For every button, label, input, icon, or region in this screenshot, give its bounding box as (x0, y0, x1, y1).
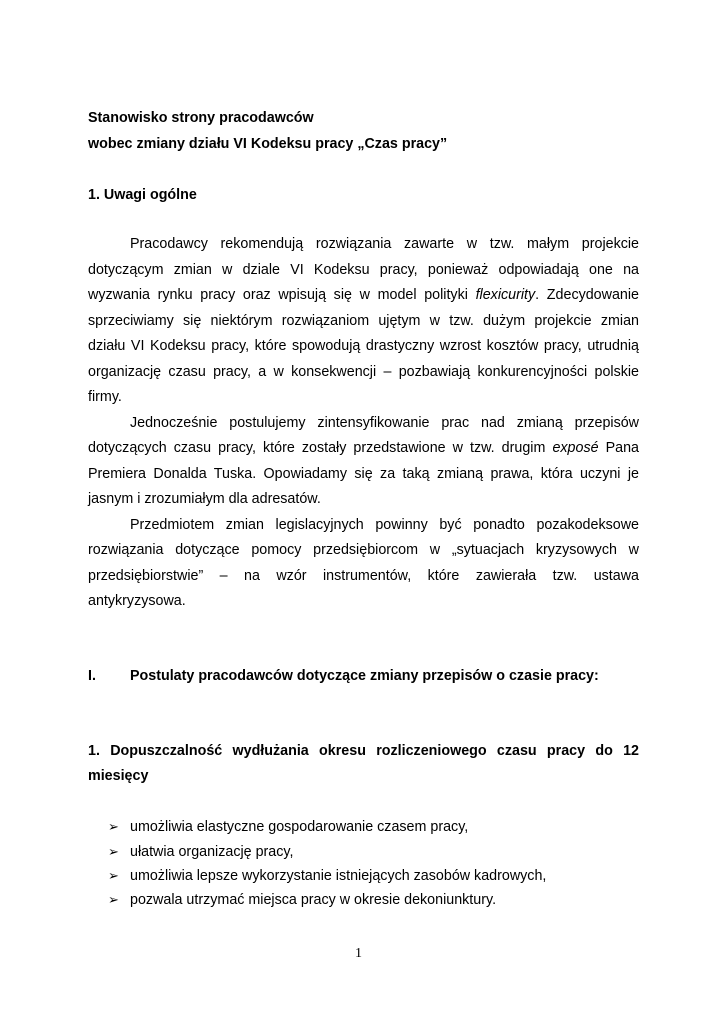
paragraph-2-line-1: Jednocześnie postulujemy zintensyfikowanie prac nad zmianą przepisów (130, 415, 639, 431)
arrow-bullet-icon: ➢ (108, 845, 119, 860)
section-roman-heading: Postulaty pracodawców dotyczące zmiany przepisów o czasie pracy: (130, 668, 599, 684)
paragraph-1-line-4: sprzeciwiamy się niektórym rozwiązaniom ujętym w tzw. dużym projekcie zmian (88, 313, 639, 329)
arrow-bullet-icon: ➢ (108, 893, 119, 908)
section-roman-number: I. (88, 668, 96, 684)
paragraph-2-line-4: jasnym i zrozumiałym dla adresatów. (88, 491, 321, 507)
paragraph-3-line-4: antykryzysowa. (88, 593, 186, 609)
paragraph-3-line-2: rozwiązania dotyczące pomocy przedsiębiorcom w „sytuacjach kryzysowych w (88, 542, 639, 558)
paragraph-1-line-7: firmy. (88, 389, 122, 405)
page-number: 1 (355, 946, 362, 961)
subsection-heading-line-1: 1. Dopuszczalność wydłużania okresu rozliczeniowego czasu pracy do 12 (88, 743, 639, 759)
bullet-item: umożliwia elastyczne gospodarowanie czasem pracy, (130, 819, 469, 835)
paragraph-2-line-3: Premiera Donalda Tuska. Opowiadamy się za taką zmianą prawa, która uczyni je (88, 466, 639, 482)
paragraph-1-line-2: dotyczącym zmian w dziale VI Kodeksu pracy, ponieważ odpowiadają one na (88, 262, 639, 278)
paragraph-2-line-2-text-a: dotyczących czasu pracy, które zostały przedstawione w tzw. drugim (88, 440, 553, 456)
bullet-item: umożliwia lepsze wykorzystanie istniejących zasobów kadrowych, (130, 868, 547, 884)
document-title-line-2: wobec zmiany działu VI Kodeksu pracy „Czas pracy” (88, 136, 448, 152)
paragraph-1-line-3-text-a: wyzwania rynku pracy oraz wpisują się w model polityki (88, 287, 476, 303)
paragraph-1-line-6: organizację czasu pracy, a w konsekwencji – pozbawiają konkurencyjności polskie (88, 364, 639, 380)
document-title-line-1: Stanowisko strony pracodawców (88, 110, 314, 126)
subsection-heading-line-2: miesięcy (88, 768, 149, 784)
paragraph-2-line-2-text-b: Pana (598, 440, 639, 456)
arrow-bullet-icon: ➢ (108, 869, 119, 884)
arrow-bullet-icon: ➢ (108, 820, 119, 835)
flexicurity-term: flexicurity (475, 287, 536, 303)
bullet-item: pozwala utrzymać miejsca pracy w okresie dekoniunktury. (130, 892, 497, 908)
paragraph-1-line-5: działu VI Kodeksu pracy, które spowodują drastyczny wzrost kosztów pracy, utrudnią (88, 338, 639, 354)
paragraph-3-line-3: przedsiębiorstwie” – na wzór instrumentów, które zawierała tzw. ustawa (88, 568, 639, 584)
paragraph-3-line-1: Przedmiotem zmian legislacyjnych powinny być ponadto pozakodeksowe (130, 517, 639, 533)
paragraph-1-line-1: Pracodawcy rekomendują rozwiązania zawarte w tzw. małym projekcie (130, 236, 639, 252)
expose-term: exposé (552, 440, 599, 456)
bullet-item: ułatwia organizację pracy, (130, 844, 294, 860)
paragraph-1-line-3-text-b: . Zdecydowanie (535, 287, 639, 303)
paragraph-1-line-3 (88, 287, 639, 303)
paragraph-2-line-2 (88, 440, 639, 456)
section-heading-general-remarks: 1. Uwagi ogólne (88, 187, 197, 203)
